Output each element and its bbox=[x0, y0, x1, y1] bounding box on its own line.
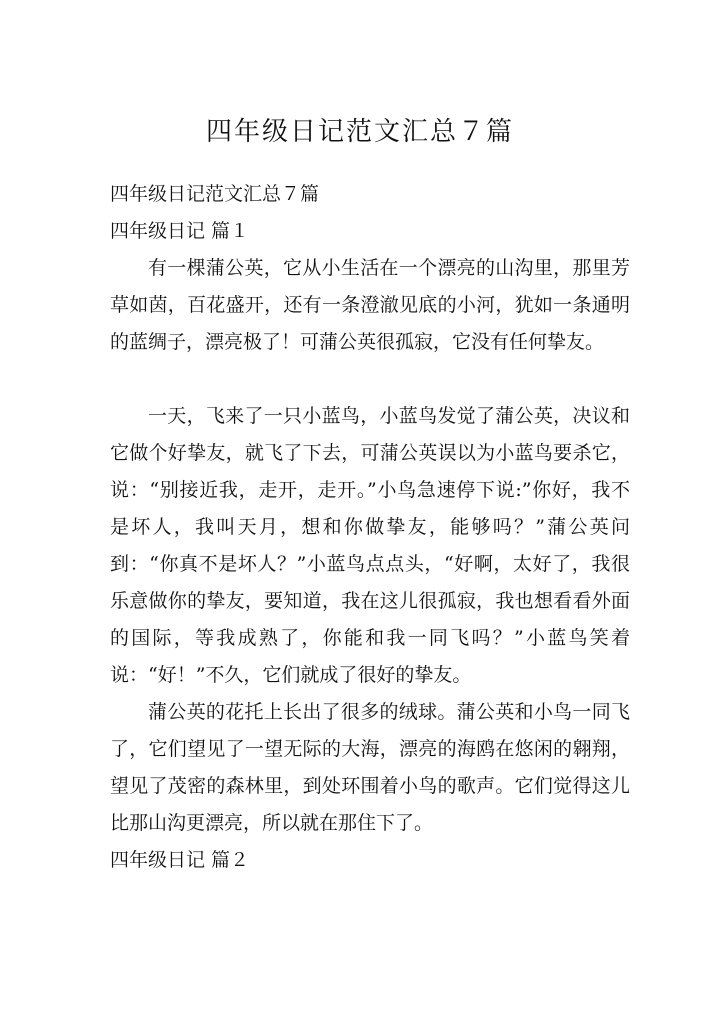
document-subtitle: 四年级日记范文汇总７篇 bbox=[110, 183, 320, 205]
paragraph-3: 蒲公英的花托上长出了很多的绒球。蒲公英和小鸟一同飞了，它们望见了一望无际的大海，漂亮的海鸥在悠闲的翱翔，望见了茂密的森林里，到处环围着小鸟的歌声。它们觉得这儿比那山沟更漂亮，所以就在那住下了。 bbox=[110, 701, 630, 834]
document-title: 四年级日记范文汇总７篇 bbox=[205, 117, 514, 147]
section-heading-2: 四年级日记 篇２ bbox=[110, 849, 250, 871]
blank-line bbox=[110, 361, 630, 398]
section-heading-1: 四年级日记 篇１ bbox=[110, 220, 250, 242]
paragraph-1: 有一棵蒲公英，它从小生活在一个漂亮的山沟里，那里芳草如茵，百花盛开，还有一条澄澈见底的小河，犹如一条通明的蓝绸子，漂亮极了！可蒲公英很孤寂，它没有任何挚友。 bbox=[110, 257, 630, 353]
document-body bbox=[110, 176, 630, 879]
paragraph-2: 一天，飞来了一只小蓝鸟，小蓝鸟发觉了蒲公英，决议和它做个好挚友，就飞了下去，可蒲公英误以为小蓝鸟要杀它，说：“别接近我，走开，走开。”小鸟急速停下说:”你好，我不是坏人，我叫天月，想和你做挚友，能够吗？”蒲公英问到：“你真不是坏人？”小蓝鸟点点头，“好啊，太好了，我很乐意做你的挚友，要知道，我在这儿很孤寂，我也想看看外面的国际，等我成熟了，你能和我一同飞吗？”小蓝鸟笑着说：“好！”不久，它们就成了很好的挚友。 bbox=[110, 405, 630, 686]
